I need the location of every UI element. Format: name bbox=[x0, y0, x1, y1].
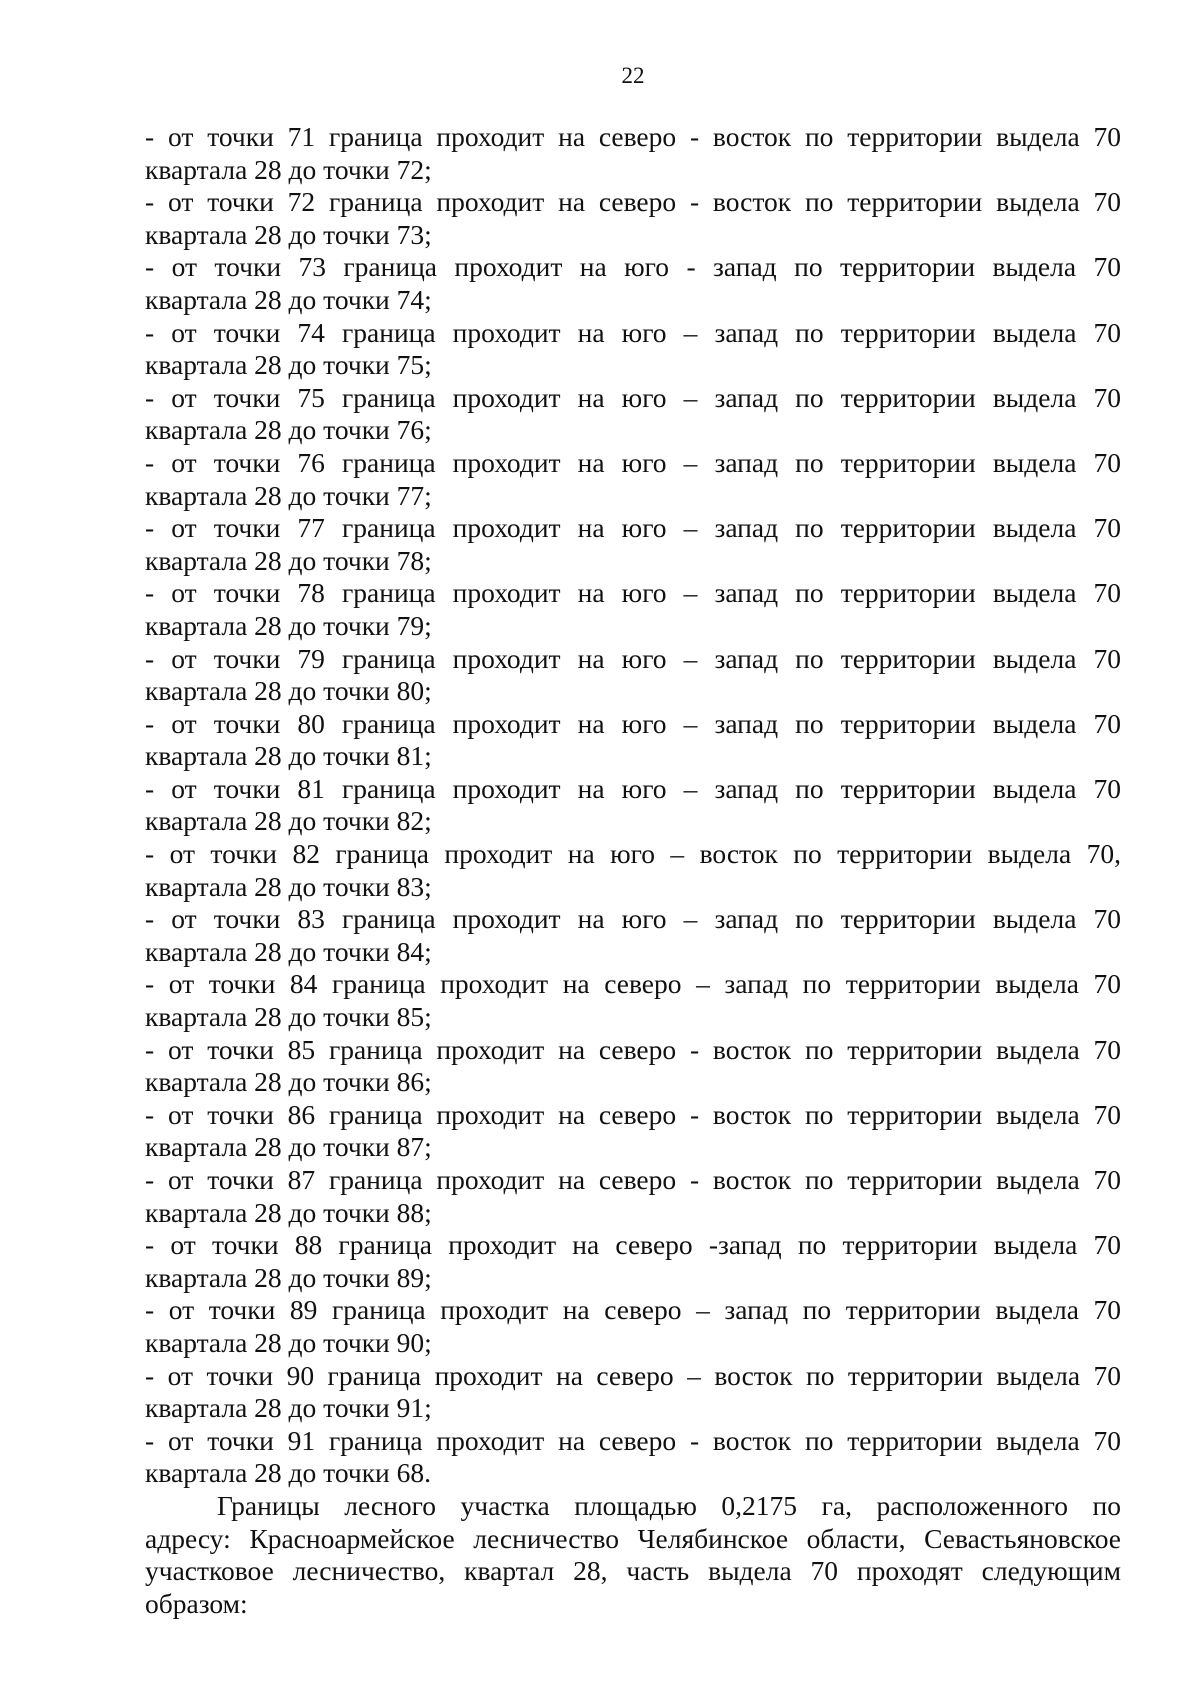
item-line: - от точки 86 граница проходит на северо - восток по территории выдела 70 bbox=[145, 1098, 1121, 1130]
item-line: квартала 28 до точки 89; bbox=[145, 1261, 432, 1293]
item-line: квартала 28 до точки 86; bbox=[145, 1066, 432, 1098]
boundary-item bbox=[145, 186, 1121, 251]
item-line: - от точки 88 граница проходит на северо -запад по территории выдела 70 bbox=[145, 1229, 1121, 1261]
boundary-item bbox=[145, 1164, 1121, 1229]
boundary-item bbox=[145, 1425, 1121, 1490]
paragraph-line: участковое лесничество, квартал 28, часть выдела 70 проходят следующим bbox=[145, 1555, 1121, 1587]
item-line: - от точки 78 граница проходит на юго – запад по территории выдела 70 bbox=[145, 577, 1121, 609]
boundary-item bbox=[145, 447, 1121, 512]
boundary-item bbox=[145, 643, 1121, 708]
item-line: квартала 28 до точки 91; bbox=[145, 1392, 432, 1424]
item-line: квартала 28 до точки 81; bbox=[145, 740, 432, 772]
item-line: квартала 28 до точки 90; bbox=[145, 1326, 432, 1358]
boundary-item bbox=[145, 251, 1121, 316]
item-line: квартала 28 до точки 74; bbox=[145, 283, 432, 315]
boundary-item bbox=[145, 512, 1121, 577]
item-line: - от точки 80 граница проходит на юго – запад по территории выдела 70 bbox=[145, 707, 1121, 739]
boundary-item bbox=[145, 317, 1121, 382]
final-paragraph bbox=[145, 1490, 1121, 1620]
item-line: квартала 28 до точки 68. bbox=[145, 1457, 432, 1489]
item-line: квартала 28 до точки 75; bbox=[145, 349, 432, 381]
boundary-item bbox=[145, 121, 1121, 186]
boundary-item bbox=[145, 1294, 1121, 1359]
item-line: - от точки 75 граница проходит на юго – запад по территории выдела 70 bbox=[145, 381, 1121, 413]
item-line: квартала 28 до точки 85; bbox=[145, 1001, 432, 1033]
boundary-item bbox=[145, 382, 1121, 447]
item-line: - от точки 87 граница проходит на северо - восток по территории выдела 70 bbox=[145, 1164, 1121, 1195]
item-line: - от точки 76 граница проходит на юго – запад по территории выдела 70 bbox=[145, 446, 1121, 478]
item-line: квартала 28 до точки 87; bbox=[145, 1131, 432, 1163]
item-line: - от точки 77 граница проходит на юго – запад по территории выдела 70 bbox=[145, 512, 1121, 544]
item-line: квартала 28 до точки 88; bbox=[145, 1196, 432, 1228]
paragraph-line: адресу: Красноармейское лесничество Челябинское области, Севастьяновское bbox=[145, 1522, 1121, 1554]
item-line: квартала 28 до точки 72; bbox=[145, 153, 432, 185]
item-line: - от точки 73 граница проходит на юго - запад по территории выдела 70 bbox=[145, 251, 1121, 283]
boundary-item bbox=[145, 838, 1121, 903]
item-line: квартала 28 до точки 79; bbox=[145, 609, 432, 641]
item-line: - от точки 79 граница проходит на юго – запад по территории выдела 70 bbox=[145, 642, 1121, 674]
item-line: - от точки 81 граница проходит на юго – запад по территории выдела 70 bbox=[145, 772, 1121, 804]
paragraph-line: Границы лесного участка площадью 0,2175 га, расположенного по bbox=[217, 1489, 1121, 1521]
boundary-item bbox=[145, 577, 1121, 642]
item-line: квартала 28 до точки 78; bbox=[145, 544, 432, 576]
item-line: - от точки 89 граница проходит на северо – запад по территории выдела 70 bbox=[145, 1294, 1121, 1326]
boundary-item bbox=[145, 708, 1121, 773]
document-body bbox=[145, 121, 1121, 1620]
boundary-item bbox=[145, 773, 1121, 838]
item-line: - от точки 90 граница проходит на северо – восток по территории выдела 70 bbox=[145, 1359, 1121, 1391]
boundary-item bbox=[145, 1034, 1121, 1099]
boundary-item bbox=[145, 903, 1121, 968]
item-line: квартала 28 до точки 76; bbox=[145, 414, 432, 446]
item-line: - от точки 71 граница проходит на северо - восток по территории выдела 70 bbox=[145, 121, 1121, 152]
boundary-item bbox=[145, 1360, 1121, 1425]
boundary-item bbox=[145, 1099, 1121, 1164]
item-line: квартала 28 до точки 83; bbox=[145, 870, 432, 902]
item-line: - от точки 82 граница проходит на юго – восток по территории выдела 70, bbox=[145, 838, 1121, 870]
item-line: - от точки 84 граница проходит на северо – запад по территории выдела 70 bbox=[145, 968, 1121, 1000]
paragraph-line: образом: bbox=[145, 1587, 248, 1619]
item-line: - от точки 74 граница проходит на юго – запад по территории выдела 70 bbox=[145, 316, 1121, 348]
item-line: квартала 28 до точки 80; bbox=[145, 675, 432, 707]
item-line: квартала 28 до точки 84; bbox=[145, 935, 432, 967]
item-line: квартала 28 до точки 82; bbox=[145, 805, 432, 837]
boundary-item bbox=[145, 968, 1121, 1033]
item-line: квартала 28 до точки 73; bbox=[145, 218, 432, 250]
item-line: - от точки 91 граница проходит на северо - восток по территории выдела 70 bbox=[145, 1424, 1121, 1456]
boundary-item bbox=[145, 1229, 1121, 1294]
item-line: - от точки 83 граница проходит на юго – запад по территории выдела 70 bbox=[145, 903, 1121, 935]
item-line: квартала 28 до точки 77; bbox=[145, 479, 432, 511]
item-line: - от точки 85 граница проходит на северо - восток по территории выдела 70 bbox=[145, 1033, 1121, 1065]
item-line: - от точки 72 граница проходит на северо - восток по территории выдела 70 bbox=[145, 186, 1121, 218]
page-number: 22 bbox=[621, 63, 645, 88]
